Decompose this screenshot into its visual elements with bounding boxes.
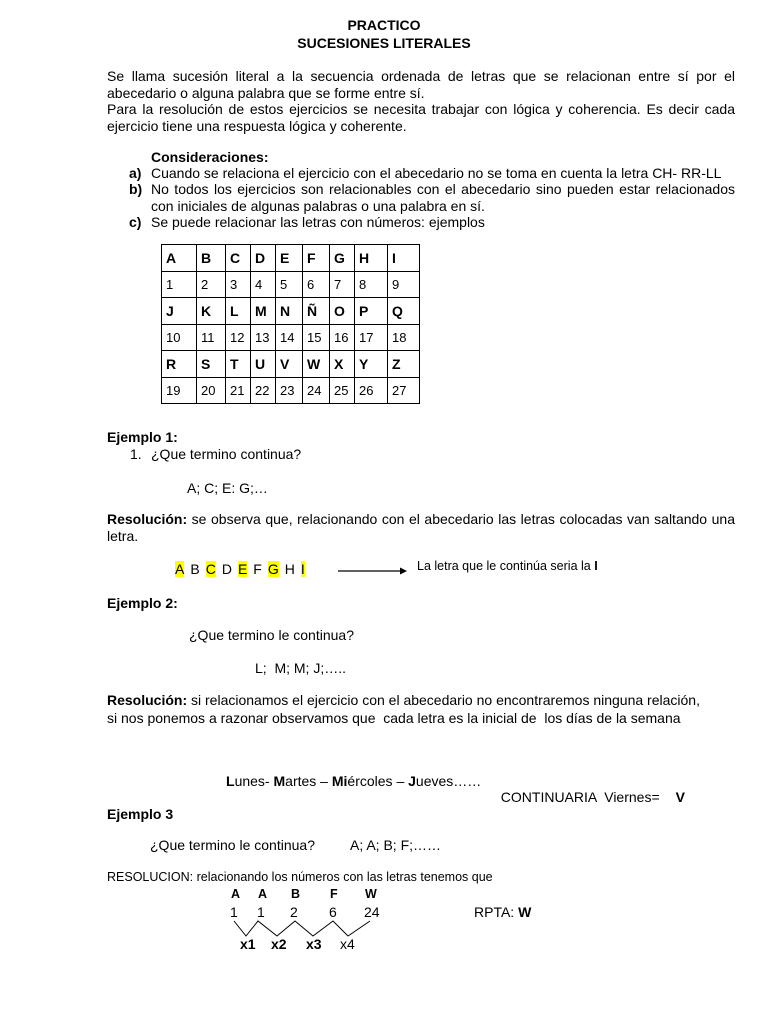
table-cell: 14 [276,324,303,351]
example2-resolution [107,691,747,727]
ex3-multiplier: x4 [340,936,355,952]
ex3-number: 1 [257,904,265,920]
ex3-letter: A [231,887,241,901]
table-cell: 20 [197,377,226,404]
resolution-label: RESOLUCION: [107,870,194,884]
highlighted-letter: G [267,561,279,577]
table-cell: T [226,351,251,378]
table-cell: 1 [162,271,197,298]
table-cell: U [251,351,276,378]
page-subtitle: SUCESIONES LITERALES [297,35,471,51]
example2-question: ¿Que termino le continua? [189,627,354,643]
table-cell: V [276,351,303,378]
sequence-letter: H [284,561,295,577]
day-rest: unes- [234,773,274,789]
page-title: PRACTICO [347,17,421,33]
table-cell: 23 [276,377,303,404]
table-cell: 25 [330,377,355,404]
consideration-b [129,181,735,214]
ex3-letter: F [330,887,338,901]
table-cell: 22 [251,377,276,404]
example2-continuation [493,773,685,805]
table-cell: O [330,298,355,325]
resolution-label: Resolución: [107,511,188,527]
day-initial: M [273,773,286,789]
table-cell: 26 [355,377,388,404]
highlighted-letter: C [205,561,216,577]
ex3-multiplier: x3 [306,936,322,952]
example3-sequence: A; A; B; F;…… [350,837,442,853]
table-cell: P [355,298,388,325]
consideration-a [129,165,735,182]
day-rest: artes – [285,773,332,789]
continuation-text: CONTINUARIA Viernes= [500,789,660,805]
table-cell: B [197,245,226,272]
table-cell: W [303,351,330,378]
table-cell: 13 [251,324,276,351]
consideration-text: Cuando se relaciona el ejercicio con el abecedario no se toma en cuenta la letra CH- RR-LL [151,165,722,181]
table-cell: 18 [388,324,420,351]
considerations-heading: Consideraciones: [151,149,269,165]
ex3-number: 1 [230,904,238,920]
example3-resolution [107,870,493,884]
example1-answer-letter: I [594,559,598,573]
ex3-multiplier: x1 [240,936,256,952]
day-rest: ércoles – [347,773,409,789]
ex3-number: 2 [290,904,298,920]
table-cell: A [162,245,197,272]
table-cell: 7 [330,271,355,298]
arrow-right-icon [336,563,408,577]
example2-heading: Ejemplo 2: [107,595,178,611]
table-row [162,351,420,378]
intro-line: Se llama sucesión literal a la secuencia ordenada de letras que se relacionan entre sí por el [107,68,735,84]
consideration-label: b) [129,181,143,197]
table-cell: Q [388,298,420,325]
intro-paragraph [107,68,735,134]
table-cell: 2 [197,271,226,298]
sequence-letter: B [190,561,200,577]
resolution-text: relacionando los números con las letras tenemos que [193,870,493,884]
sequence-letter: F [253,561,262,577]
day-initial: L [226,773,235,789]
ex3-number: 24 [364,904,380,920]
table-cell: N [276,298,303,325]
table-cell: 9 [388,271,420,298]
table-cell: 12 [226,324,251,351]
continuation-answer: V [675,789,685,805]
table-cell: L [226,298,251,325]
table-cell: E [276,245,303,272]
table-cell: 15 [303,324,330,351]
table-cell: G [330,245,355,272]
highlighted-letter: I [300,561,305,577]
example1-question: ¿Que termino continua? [151,446,302,462]
consideration-label: a) [129,165,142,181]
table-cell: X [330,351,355,378]
consideration-text: con iniciales de algunas palabras o una palabra en sí. [151,197,485,214]
table-cell: M [251,298,276,325]
table-row [162,298,420,325]
example3-question: ¿Que termino le continua? [150,837,315,853]
example1-sequence: A; C; E: G;… [187,480,268,496]
table-cell: 17 [355,324,388,351]
table-cell: S [197,351,226,378]
table-cell: D [251,245,276,272]
table-cell: J [162,298,197,325]
resolution-label: Resolución: [107,692,188,708]
example1-resolution [107,511,735,544]
rpta-label: RPTA: [474,904,519,920]
table-cell: K [197,298,226,325]
example1-letter-sequence [175,561,311,577]
table-cell: Ñ [303,298,330,325]
table-cell: 4 [251,271,276,298]
example1-answer [417,559,598,573]
table-cell: 24 [303,377,330,404]
resolution-text: si relacionamos el ejercicio con el abecedario no encontraremos ninguna relación, [187,692,700,708]
consideration-label: c) [129,214,142,230]
ex3-letter: A [258,887,268,901]
table-cell: 6 [303,271,330,298]
ex3-letter: W [365,887,377,901]
table-row [162,377,420,404]
intro-line: abecedario o alguna palabra que se forme entre sí. [107,84,425,101]
example3-heading: Ejemplo 3 [107,806,174,822]
table-cell: 11 [197,324,226,351]
day-initial: J [408,773,416,789]
table-cell: 3 [226,271,251,298]
example3-answer [474,904,531,920]
resolution-text: letra. [107,527,139,544]
table-cell: 27 [388,377,420,404]
table-cell: 21 [226,377,251,404]
highlighted-letter: E [237,561,248,577]
intro-line: Para la resolución de estos ejercicios se necesita trabajar con lógica y coherencia. Es decir cada [107,101,735,117]
day-rest: ueves…… [415,773,482,789]
table-cell: R [162,351,197,378]
example1-question-number: 1. [130,446,142,462]
table-cell: 8 [355,271,388,298]
resolution-text: si nos ponemos a razonar observamos que cada letra es la inicial de los días de la semana [107,710,681,726]
consideration-text: No todos los ejercicios son relacionables con el abecedario sino pueden estar relacionados [151,181,735,197]
table-cell: F [303,245,330,272]
example1-heading: Ejemplo 1: [107,429,178,445]
ex3-letter: B [291,887,301,901]
table-cell: I [388,245,420,272]
table-row [162,324,420,351]
example2-days [226,773,481,789]
table-cell: C [226,245,251,272]
alphabet-number-table [161,244,420,404]
intro-line: ejercicio tiene una respuesta lógica y coherente. [107,117,407,134]
table-cell: Y [355,351,388,378]
rpta-value: W [518,904,532,920]
day-initial: Mi [331,773,348,789]
example1-answer-text: La letra que le continúa seria la [417,559,595,573]
table-cell: 10 [162,324,197,351]
sequence-letter: D [221,561,232,577]
table-row [162,245,420,272]
resolution-text: se observa que, relacionando con el abecedario las letras colocadas van saltando una [187,511,735,527]
table-cell: 16 [330,324,355,351]
example2-sequence: L; M; M; J;….. [255,660,347,676]
table-cell: 5 [276,271,303,298]
ex3-multiplier: x2 [271,936,287,952]
ex3-number: 6 [329,904,337,920]
consideration-c [129,214,735,231]
table-cell: 19 [162,377,197,404]
table-cell: H [355,245,388,272]
table-row [162,271,420,298]
consideration-text: Se puede relacionar las letras con números: ejemplos [151,214,485,230]
highlighted-letter: A [175,561,185,577]
table-cell: Z [388,351,420,378]
